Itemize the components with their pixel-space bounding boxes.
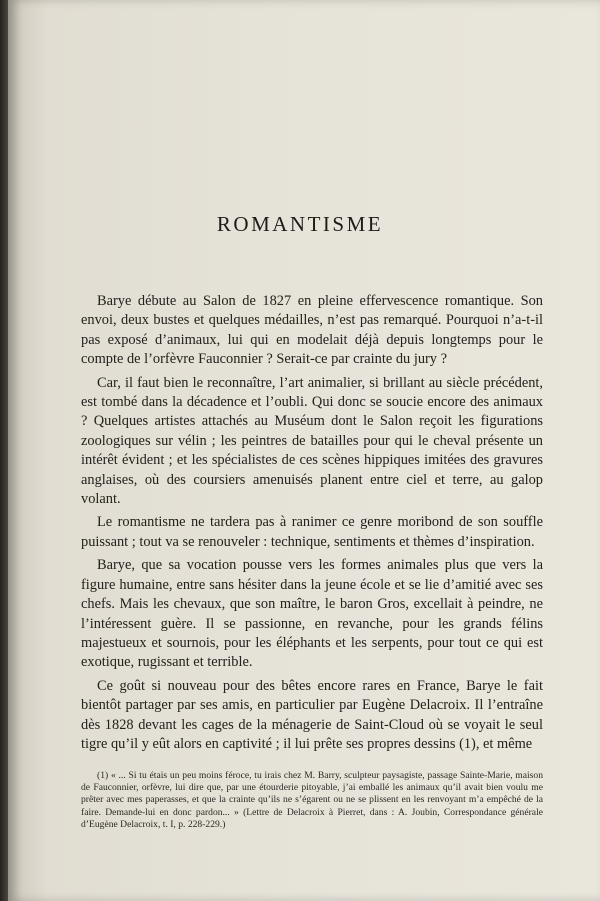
paragraph-4: Barye, que sa vocation pousse vers les formes animales plus que vers la figure humaine, entre sans hésiter dans la jeune école et se lie d’amitié avec ses chefs. Mais les chevaux, que son maître, le baron Gros, excellait à peindre, ne l’intéressent guère. Il se passionne, en revanche, pour les grands félins majestueux et sournois, pour les éléphants et les serpents, pour tout ce qui est exotique, rugissant et terrible. (81, 557, 543, 671)
paragraph-5: Ce goût si nouveau pour des bêtes encore rares en France, Barye le fait bientôt partager par ses amis, en particulier par Eugène Delacroix. Il l’entraîne dès 1828 devant les cages de la ménagerie de Saint-Cloud où se voyait le seul tigre qu’il y eût alors en captivité ; il lui prête ses propres dessins (1), et même (81, 677, 543, 752)
paragraph-2: Car, il faut bien le reconnaître, l’art animalier, si brillant au siècle précédent, est tombé dans la décadence et l’oubli. Qui donc se soucie encore des animaux ? Quelques artistes attachés au Muséum dont le Salon reçoit les figurations zoologiques sur vélin ; les peintres de batailles pour qui le cheval présente un intérêt évident ; et les spécialistes de ces scènes hippiques imitées des gravures anglaises, où des coursiers amenuisés planent entre ciel et terre, au galop volant. (81, 374, 543, 508)
paragraph-1: Barye débute au Salon de 1827 en pleine effervescence romantique. Son envoi, deux bustes et quelques médailles, n’est pas remarqué. Pourquoi n’a-t-il pas exposé d’animaux, lui qui en modelait déjà depuis longtemps pour le compte de l’orfèvre Fauconnier ? Serait-ce par crainte du jury ? (81, 293, 543, 368)
chapter-title: ROMANTISME (216, 212, 384, 236)
body-text (81, 292, 543, 758)
page-binding-edge (0, 0, 8, 901)
footnote-text: (1) « ... Si tu étais un peu moins féroce, tu irais chez M. Barry, sculpteur paysagiste, passage Sainte-Marie, maison de Fauconnier, orfèvre, lui dire que, par une étourderie pitoyable, j’ai emballé les animaux qu’il avait bien voulu me prêter avec mes paperasses, et que la crainte qu’ils ne s’égarent ou ne se plissent en les renvoyant m’a empêché de la faire. Demande-lui en donc pardon... » (Lettre de Delacroix à Pierret, dans : A. Joubin, Correspondance générale d’Eugène Delacroix, t. I, p. 228-229.) (81, 770, 543, 830)
footnote (81, 770, 543, 831)
paragraph-3: Le romantisme ne tardera pas à ranimer ce genre moribond de son souffle puissant ; tout va se renouveler : technique, sentiments et thèmes d’inspiration. (81, 514, 543, 550)
